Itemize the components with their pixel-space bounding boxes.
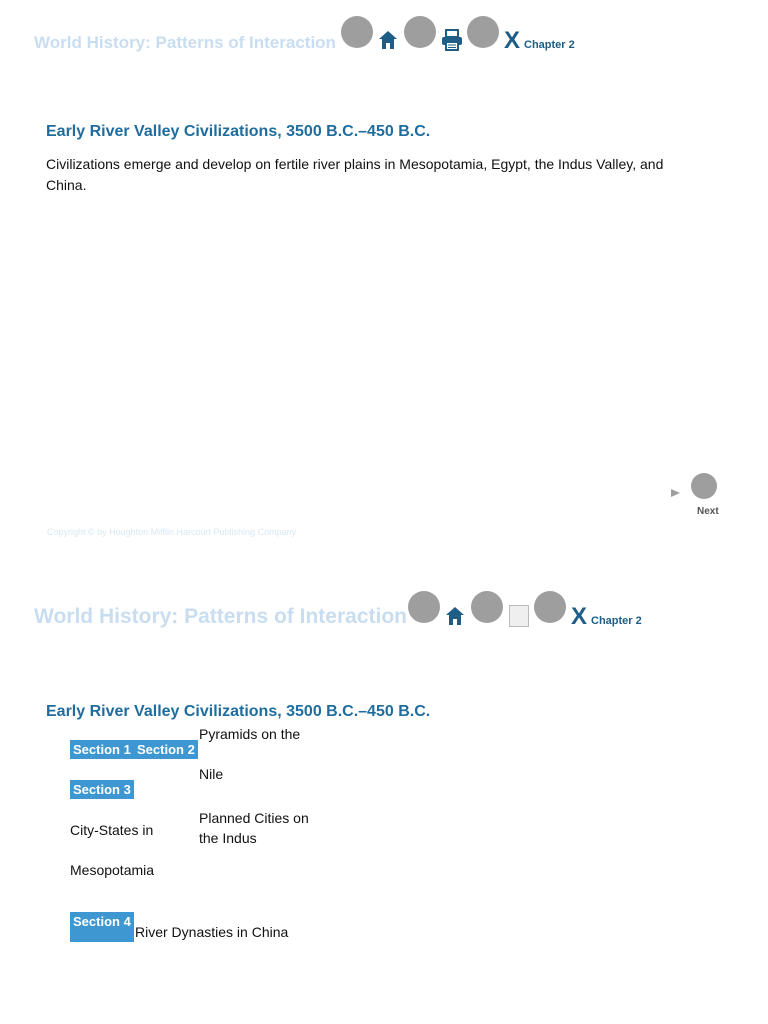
next-label[interactable]: Next: [697, 506, 719, 517]
page-heading: Early River Valley Civilizations, 3500 B.C.–450 B.C.: [46, 123, 431, 140]
intro-paragraph: Civilizations emerge and develop on fertile river plains in Mesopotamia, Egypt, the Indus Valley, and China.: [46, 156, 664, 193]
chapter-label: Chapter 2: [591, 615, 642, 627]
home-icon[interactable]: [378, 30, 398, 50]
page-heading: Early River Valley Civilizations, 3500 B.C.–450 B.C.: [46, 703, 431, 720]
section-1-tab[interactable]: Section 1: [70, 740, 134, 759]
nav-button-circle[interactable]: [534, 591, 566, 623]
section-3-tab[interactable]: Section 3: [70, 780, 134, 799]
section-3-title[interactable]: Planned Cities on the Indus: [199, 810, 309, 846]
chapter-label: Chapter 2: [524, 39, 575, 51]
app-title: World History: Patterns of Interaction: [34, 605, 407, 628]
next-button[interactable]: [691, 473, 717, 499]
nav-button-circle[interactable]: [341, 16, 373, 48]
home-icon[interactable]: [445, 606, 465, 626]
close-icon[interactable]: X: [571, 603, 588, 630]
nav-button-circle[interactable]: [408, 591, 440, 623]
print-icon[interactable]: [441, 29, 463, 51]
section-2-tab[interactable]: Section 2: [134, 740, 198, 759]
nav-button-circle[interactable]: [467, 16, 499, 48]
copyright-text: Copyright © by Houghton Mifflin Harcourt Publishing Company: [47, 527, 297, 537]
nav-button-circle[interactable]: [471, 591, 503, 623]
nav-button-circle[interactable]: [404, 16, 436, 48]
section-4-tab[interactable]: Section 4: [70, 912, 134, 942]
app-title: World History: Patterns of Interaction: [34, 33, 336, 52]
close-icon[interactable]: X: [504, 27, 521, 54]
print-icon[interactable]: [509, 605, 529, 627]
section-2-title[interactable]: Pyramids on the Nile: [199, 726, 301, 782]
section-4-title[interactable]: River Dynasties in China: [135, 924, 289, 940]
section-1-title[interactable]: City-States in Mesopotamia: [70, 822, 155, 878]
next-arrow-icon[interactable]: [671, 489, 680, 497]
